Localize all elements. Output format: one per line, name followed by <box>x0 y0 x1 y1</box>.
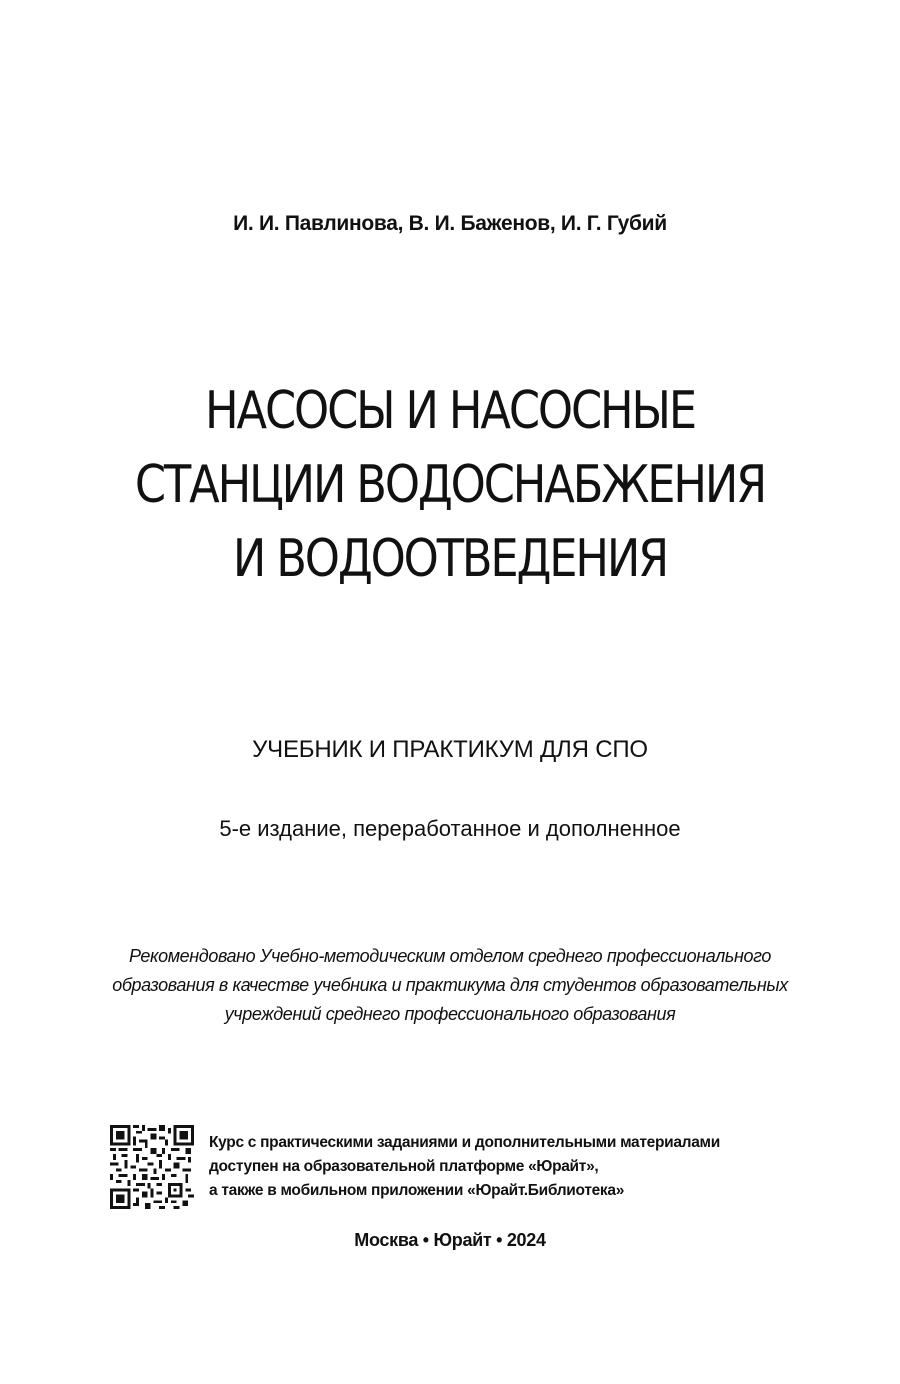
authors: И. И. Павлинова, В. И. Баженов, И. Г. Губий <box>233 212 667 235</box>
course-line-3: а также в мобильном приложении «Юрайт.Библиотека» <box>209 1182 625 1199</box>
book-subtitle: УЧЕБНИК И ПРАКТИКУМ ДЛЯ СПО <box>252 736 648 763</box>
course-line-2: доступен на образовательной платформе «Юрайт», <box>209 1158 599 1175</box>
qr-code-icon[interactable] <box>110 1125 194 1209</box>
book-title <box>63 374 837 596</box>
course-line-1: Курс с практическими заданиями и дополнительными материалами <box>209 1134 720 1151</box>
title-line-3: И ВОДООТВЕДЕНИЯ <box>232 529 668 589</box>
title-line-1: НАСОСЫ И НАСОСНЫЕ <box>205 381 695 441</box>
title-line-2: СТАНЦИИ ВОДОСНАБЖЕНИЯ <box>134 455 766 515</box>
recommendation-line-1: Рекомендовано Учебно-методическим отделом среднего профессионального <box>129 946 771 966</box>
recommendation-line-3: учреждений среднего профессионального образования <box>224 1004 676 1024</box>
course-note <box>209 1131 720 1203</box>
recommendation-line-2: образования в качестве учебника и практикума для студентов образовательных <box>112 975 788 995</box>
edition-note: 5-е издание, переработанное и дополненное <box>219 816 681 841</box>
imprint: Москва • Юрайт • 2024 <box>354 1230 546 1250</box>
recommendation-note <box>0 942 900 1029</box>
